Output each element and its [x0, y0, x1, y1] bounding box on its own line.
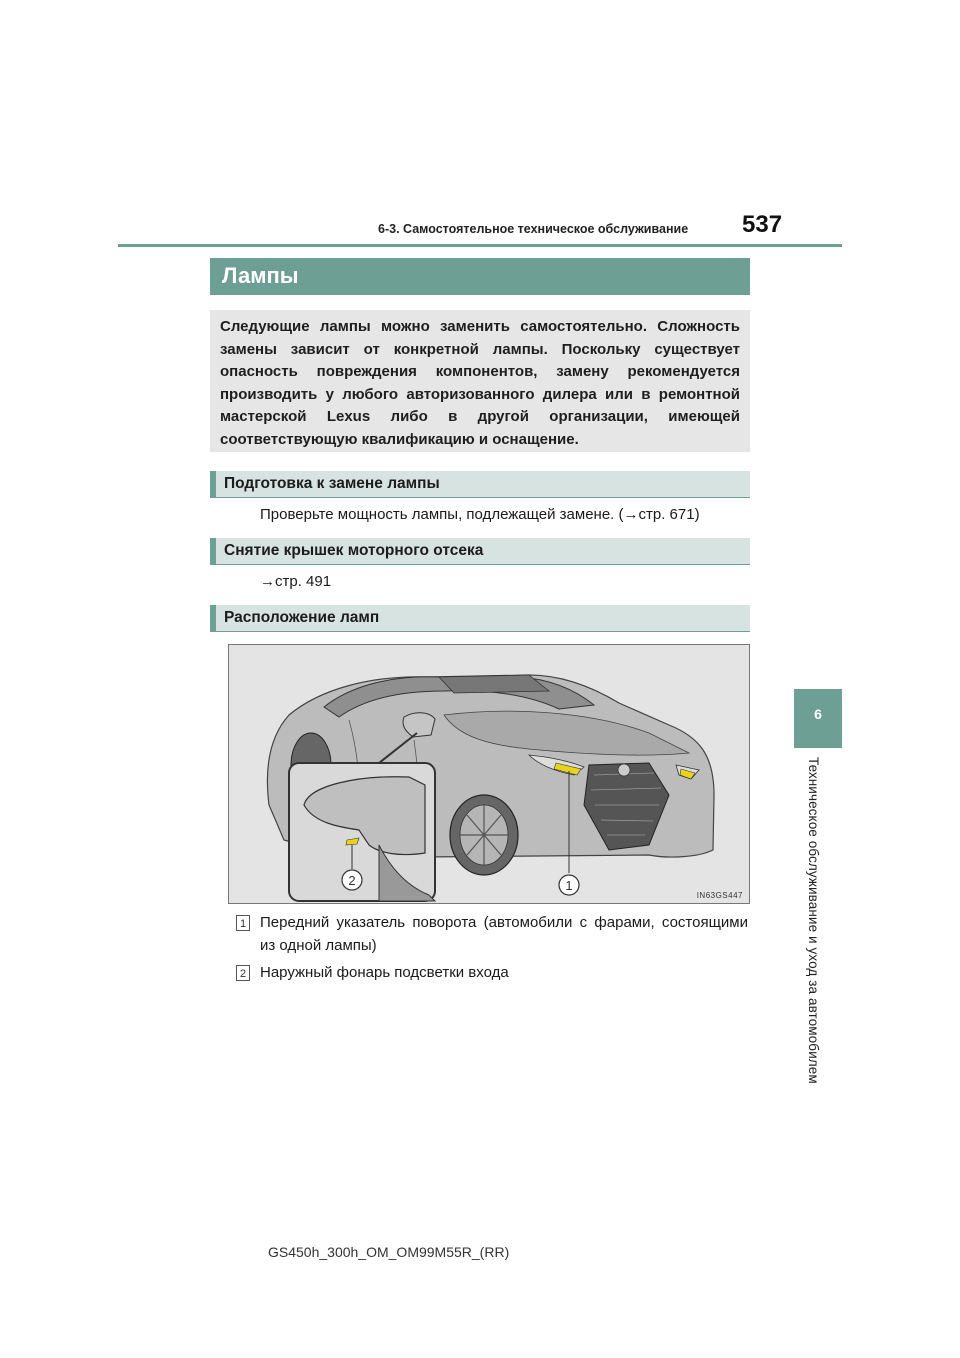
- legend-badge: 2: [236, 965, 250, 981]
- section-underline: [210, 564, 750, 565]
- section-underline: [210, 631, 750, 632]
- section-accent: [210, 538, 216, 564]
- legend-text-2: Наружный фонарь подсветки входа: [260, 964, 509, 981]
- callout-label-1: 1: [565, 878, 573, 893]
- legend-number-1: [236, 914, 250, 932]
- header-section-title: 6-3. Самостоятельное техническое обслуживание: [378, 222, 689, 236]
- page-title: Лампы: [222, 263, 299, 288]
- section-accent: [210, 605, 216, 631]
- section-text-preparation: Проверьте мощность лампы, подлежащей замене. (→стр. 671): [260, 506, 700, 523]
- legend-badge: 1: [236, 915, 250, 931]
- section-heading-engine-covers: Снятие крышек моторного отсека: [224, 542, 484, 559]
- section-accent: [210, 471, 216, 497]
- header-rule: [118, 244, 842, 247]
- car-drawing: [229, 645, 751, 905]
- car-illustration: [228, 644, 750, 904]
- legend-number-2: [236, 964, 250, 982]
- chapter-title-vertical: Техническое обслуживание и уход за автомобилем: [806, 757, 821, 1084]
- callout-label-2: 2: [348, 873, 356, 888]
- figure-code: IN63GS447: [696, 891, 743, 900]
- chapter-number: 6: [814, 706, 822, 722]
- section-heading-preparation: Подготовка к замене лампы: [224, 475, 440, 492]
- section-text-engine-covers: →стр. 491: [260, 573, 332, 590]
- section-heading-lamp-locations: Расположение ламп: [224, 609, 380, 626]
- footer-manual-code: GS450h_300h_OM_OM99M55R_(RR): [268, 1244, 510, 1260]
- legend-text-1: Передний указатель поворота (автомобили с фарами, состоящими из одной лампы): [260, 914, 748, 954]
- section-underline: [210, 497, 750, 498]
- intro-text: Следующие лампы можно заменить самостоятельно. Сложность замены зависит от конкретной лампы. Поскольку существует опасность повреждения компонентов, замену рекомендуется производить у любого авторизованного дилера или в ремонтной мастерской Lexus либо в другой организации, имеющей соответствующую квалификацию и оснащение.: [220, 318, 740, 448]
- page-number: 537: [742, 211, 783, 238]
